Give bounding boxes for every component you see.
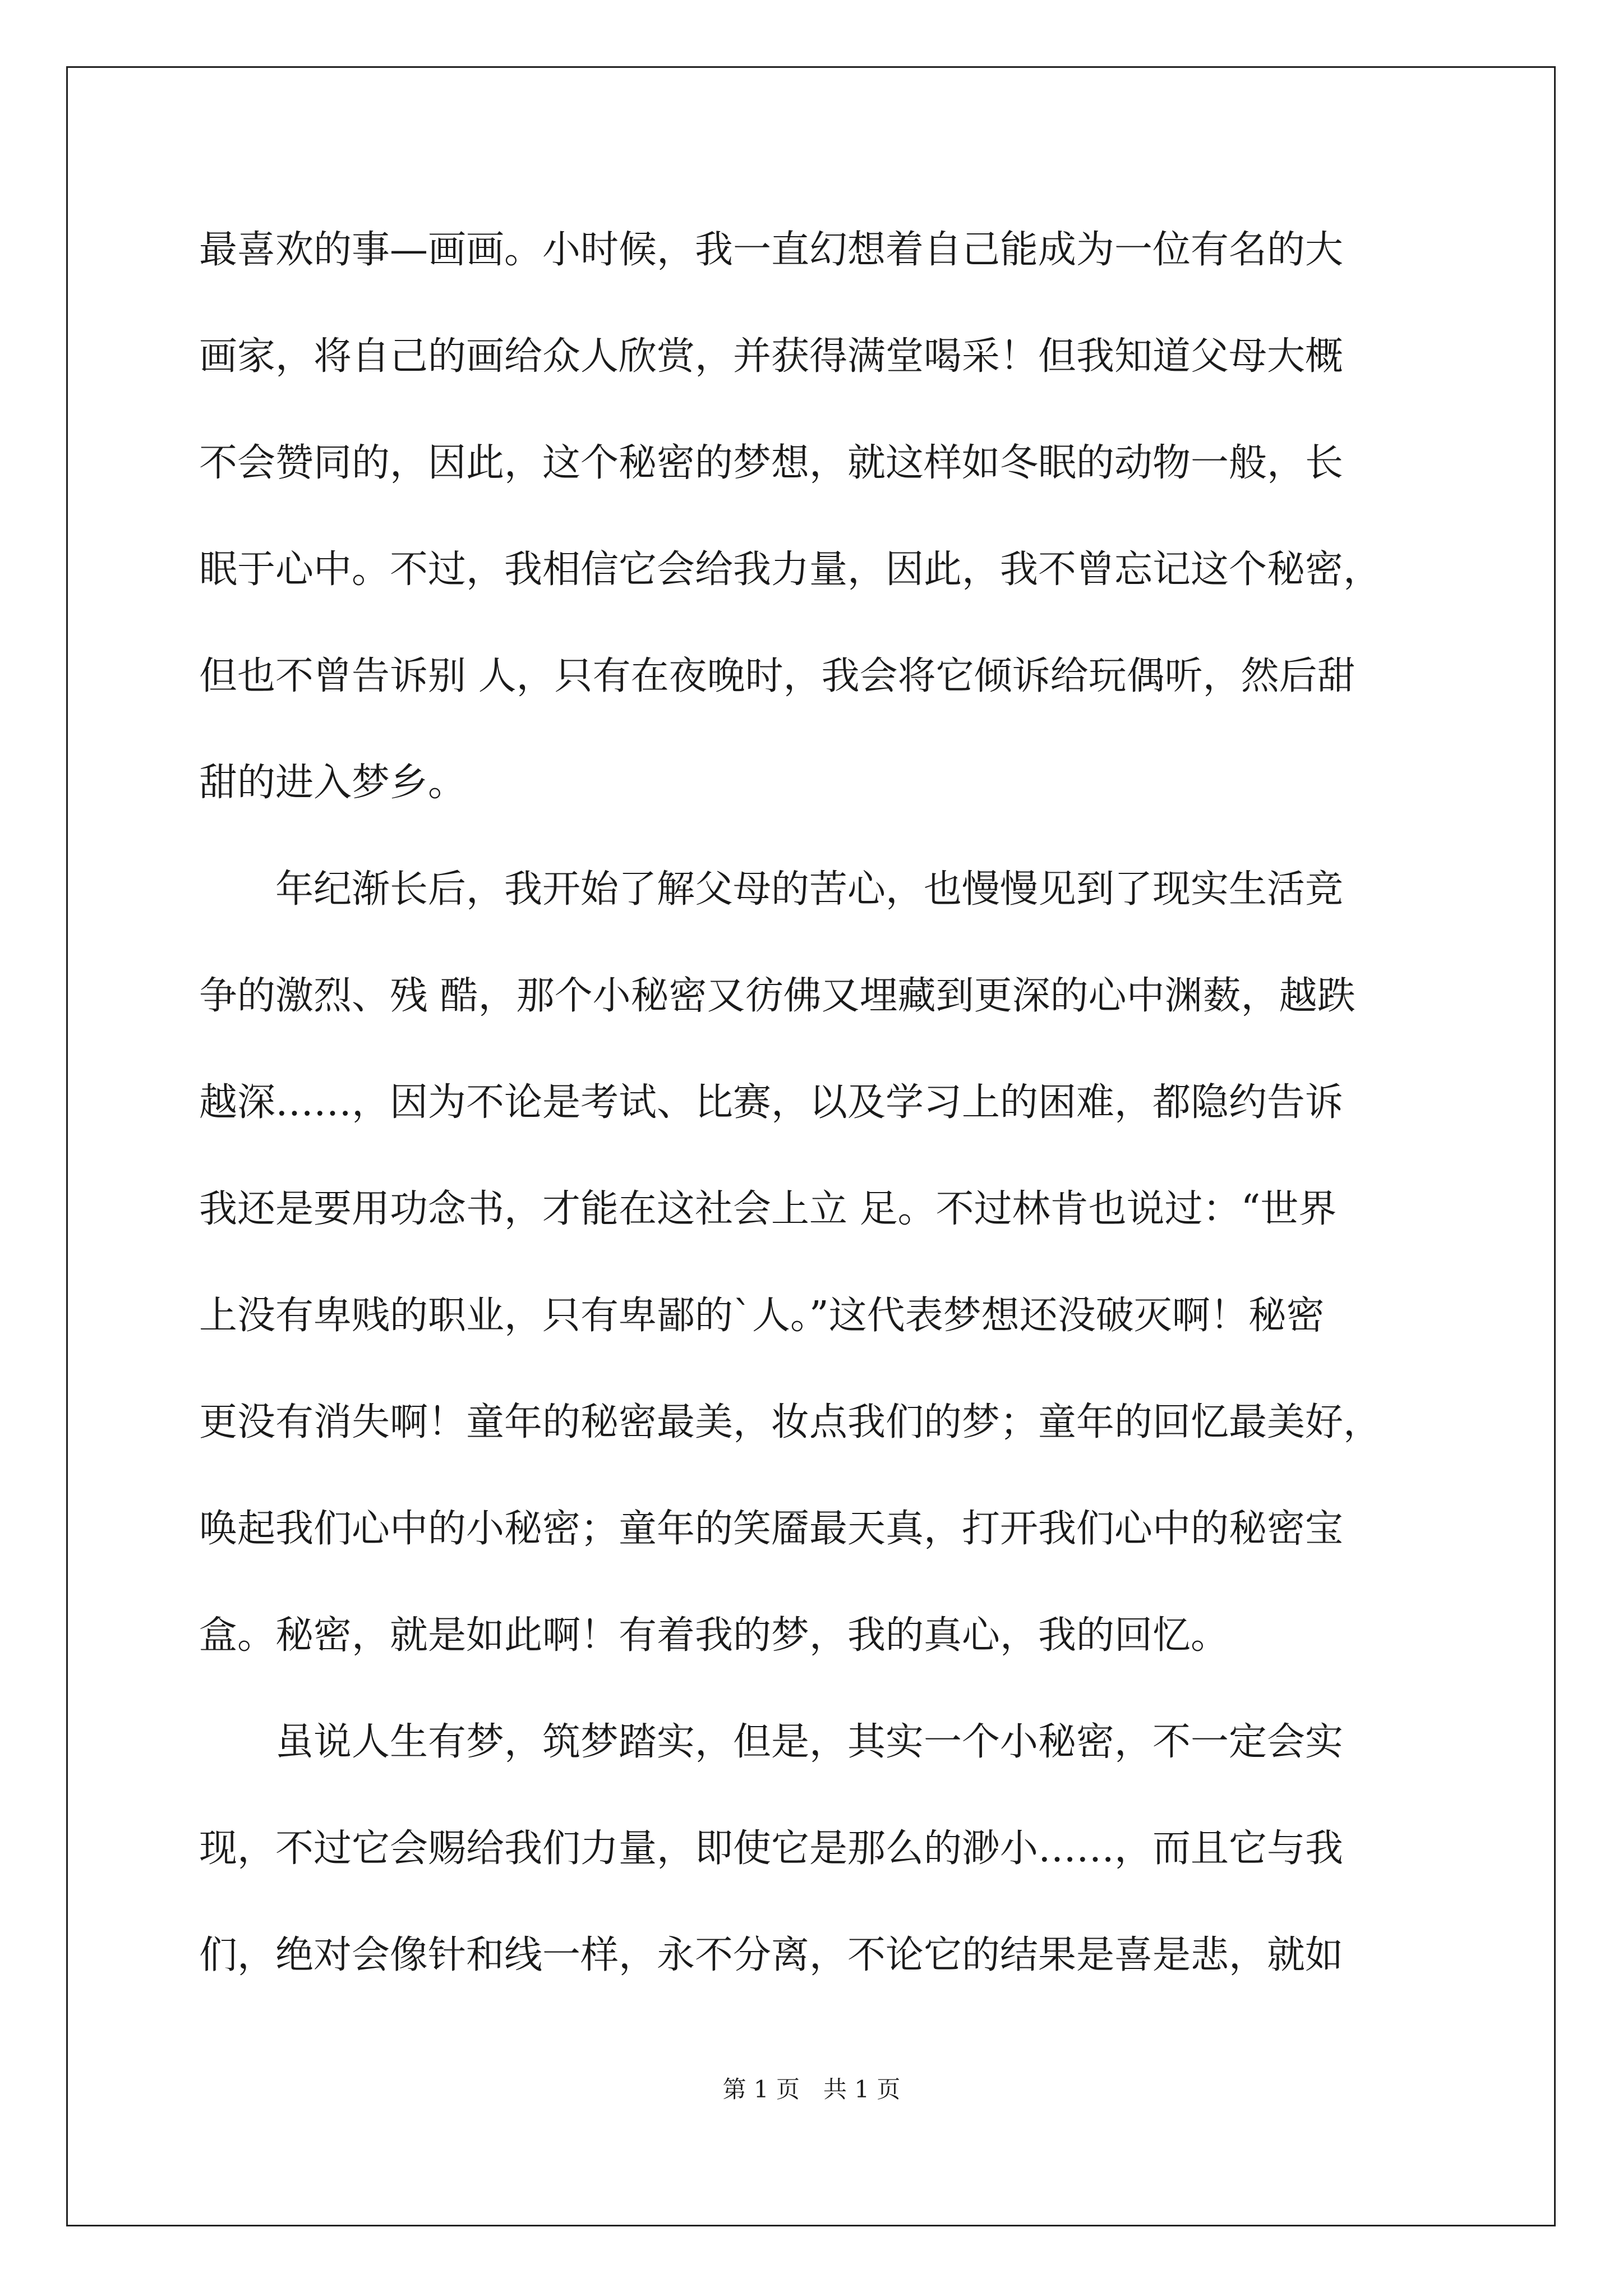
text-line: 唤起我们心中的小秘密；童年的笑靥最天真，打开我们心中的秘密宝	[199, 1507, 1344, 1551]
text-line: 上没有卑贱的职业，只有卑鄙的`人。”这代表梦想还没破灭啊！秘密	[199, 1294, 1325, 1338]
text-line: 眠于心中。不过，我相信它会给我力量，因此，我不曾忘记这个秘密，	[199, 547, 1382, 592]
text-line: 们，绝对会像针和线一样，永不分离，不论它的结果是喜是悲，就如	[199, 1933, 1344, 1977]
text-line: 年纪渐长后，我开始了解父母的苦心，也慢慢见到了现实生活竞	[199, 867, 1344, 912]
text-line: 不会赞同的，因此，这个秘密的梦想，就这样如冬眠的动物一般，长	[199, 441, 1344, 485]
text-line: 甜的进入梦乡。	[199, 761, 467, 805]
text-line: 现，不过它会赐给我们力量，即使它是那么的渺小……，而且它与我	[199, 1826, 1344, 1871]
text-line: 越深……，因为不论是考试、比赛，以及学习上的困难，都隐约告诉	[199, 1080, 1344, 1125]
text-line: 争的激烈、残 酷，那个小秘密又彷佛又埋藏到更深的心中渊薮，越跌	[199, 974, 1355, 1018]
text-line: 更没有消失啊！童年的秘密最美，妆点我们的梦；童年的回忆最美好，	[199, 1400, 1382, 1444]
page-footer: 第 1 页 共 1 页	[722, 2076, 901, 2103]
text-line: 我还是要用功念书，才能在这社会上立 足。不过林肯也说过：“世界	[199, 1187, 1337, 1231]
document-body	[199, 211, 1416, 2023]
text-line: 虽说人生有梦，筑梦踏实，但是，其实一个小秘密，不一定会实	[199, 1720, 1344, 1764]
text-line: 但也不曾告诉别 人，只有在夜晚时，我会将它倾诉给玩偶听，然后甜	[199, 654, 1355, 698]
text-line: 盒。秘密，就是如此啊！有着我的梦，我的真心，我的回忆。	[199, 1613, 1229, 1658]
text-line: 画家，将自己的画给众人欣赏，并获得满堂喝采！但我知道父母大概	[199, 334, 1344, 379]
text-line: 最喜欢的事—画画。小时候，我一直幻想着自己能成为一位有名的大	[199, 228, 1344, 272]
